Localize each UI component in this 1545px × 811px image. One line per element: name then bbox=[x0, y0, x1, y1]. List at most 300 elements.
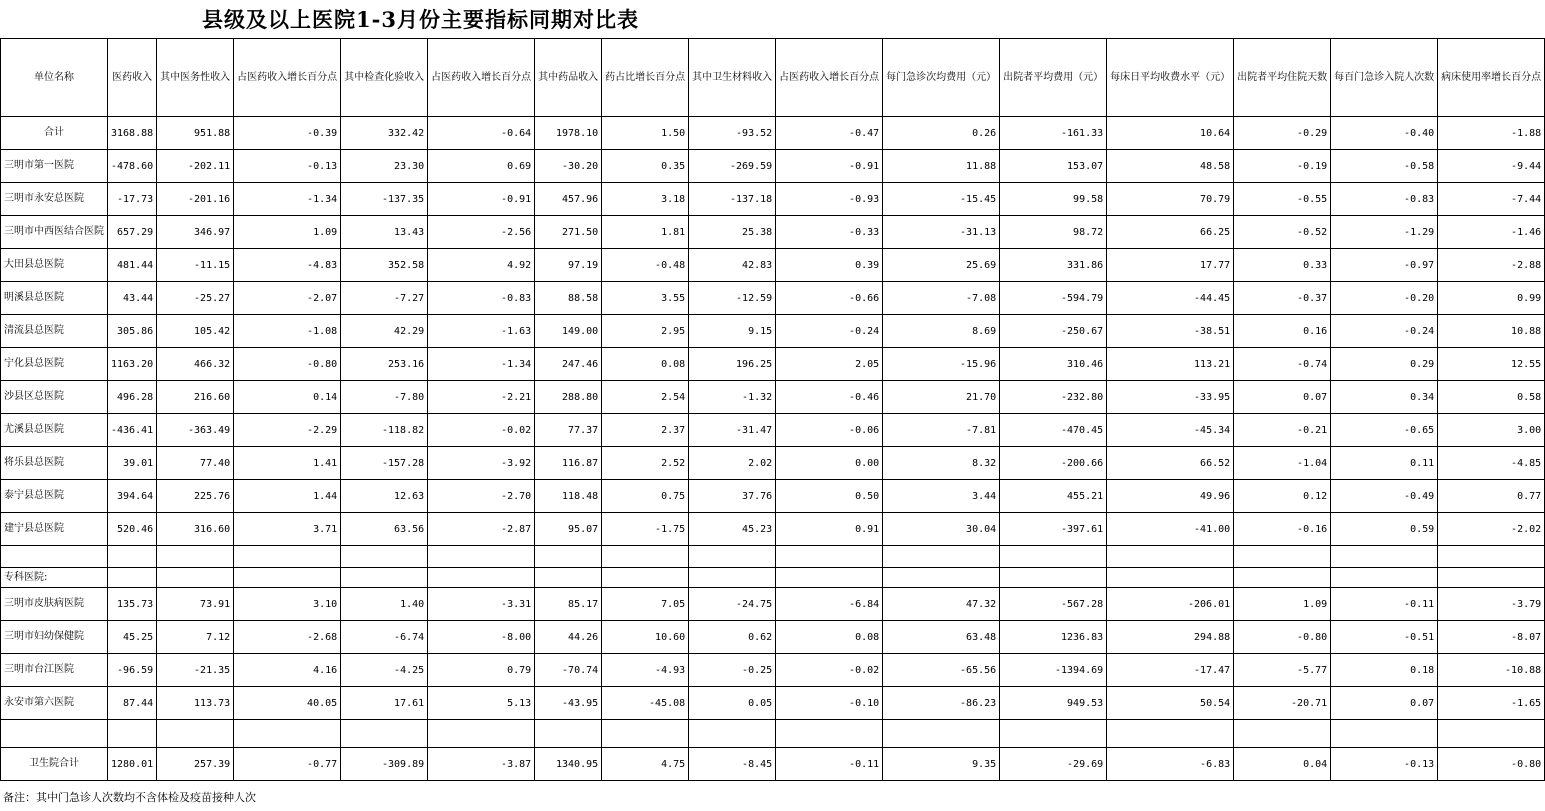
unit-name-cell: 明溪县总医院 bbox=[1, 282, 108, 315]
table-row bbox=[1, 588, 1545, 621]
table-row bbox=[1, 282, 1545, 315]
value-cell: 0.39 bbox=[776, 249, 883, 282]
value-cell: 25.69 bbox=[883, 249, 1000, 282]
unit-name-cell: 合计 bbox=[1, 117, 108, 150]
value-cell: -0.02 bbox=[428, 414, 535, 447]
value-cell: -0.51 bbox=[1331, 621, 1438, 654]
value-cell: 12.63 bbox=[341, 480, 428, 513]
value-cell: -1.63 bbox=[428, 315, 535, 348]
value-cell: -17.47 bbox=[1107, 654, 1234, 687]
table-row bbox=[1, 414, 1545, 447]
value-cell: -3.87 bbox=[428, 748, 535, 781]
value-cell: 0.05 bbox=[689, 687, 776, 720]
table-row bbox=[1, 513, 1545, 546]
value-cell: -41.00 bbox=[1107, 513, 1234, 546]
value-cell: -397.61 bbox=[1000, 513, 1107, 546]
table-row bbox=[1, 447, 1545, 480]
value-cell: -2.88 bbox=[1438, 249, 1545, 282]
value-cell: -1.88 bbox=[1438, 117, 1545, 150]
value-cell: 50.54 bbox=[1107, 687, 1234, 720]
value-cell: 73.91 bbox=[157, 588, 234, 621]
value-cell: 253.16 bbox=[341, 348, 428, 381]
empty-cell bbox=[341, 720, 428, 748]
value-cell: 0.07 bbox=[1331, 687, 1438, 720]
value-cell: -0.80 bbox=[1438, 748, 1545, 781]
value-cell: 149.00 bbox=[535, 315, 602, 348]
value-cell: -15.96 bbox=[883, 348, 1000, 381]
value-cell: 352.58 bbox=[341, 249, 428, 282]
value-cell: 63.56 bbox=[341, 513, 428, 546]
empty-cell bbox=[535, 568, 602, 588]
value-cell: 43.44 bbox=[108, 282, 157, 315]
value-cell: 25.38 bbox=[689, 216, 776, 249]
value-cell: -2.87 bbox=[428, 513, 535, 546]
value-cell: 1.81 bbox=[602, 216, 689, 249]
value-cell: 271.50 bbox=[535, 216, 602, 249]
section-label: 专科医院: bbox=[1, 568, 108, 588]
value-cell: 0.75 bbox=[602, 480, 689, 513]
value-cell: 0.79 bbox=[428, 654, 535, 687]
unit-name-cell: 宁化县总医院 bbox=[1, 348, 108, 381]
value-cell: -137.18 bbox=[689, 183, 776, 216]
value-cell: -0.48 bbox=[602, 249, 689, 282]
value-cell: -4.25 bbox=[341, 654, 428, 687]
value-cell: -96.59 bbox=[108, 654, 157, 687]
value-cell: -0.49 bbox=[1331, 480, 1438, 513]
value-cell: 42.29 bbox=[341, 315, 428, 348]
value-cell: 0.69 bbox=[428, 150, 535, 183]
table-row bbox=[1, 249, 1545, 282]
empty-cell bbox=[108, 568, 157, 588]
empty-cell bbox=[157, 568, 234, 588]
empty-cell bbox=[1331, 568, 1438, 588]
empty-cell bbox=[1107, 720, 1234, 748]
empty-cell bbox=[1, 546, 108, 568]
value-cell: 1163.20 bbox=[108, 348, 157, 381]
value-cell: 10.64 bbox=[1107, 117, 1234, 150]
value-cell: 1.09 bbox=[234, 216, 341, 249]
value-cell: 4.75 bbox=[602, 748, 689, 781]
empty-cell bbox=[689, 568, 776, 588]
value-cell: -6.83 bbox=[1107, 748, 1234, 781]
value-cell: 0.58 bbox=[1438, 381, 1545, 414]
value-cell: -0.13 bbox=[234, 150, 341, 183]
column-header: 占医药收入增长百分点 bbox=[428, 39, 535, 117]
column-header: 其中检查化验收入 bbox=[341, 39, 428, 117]
value-cell: -45.08 bbox=[602, 687, 689, 720]
unit-name-cell: 三明市皮肤病医院 bbox=[1, 588, 108, 621]
value-cell: 3.18 bbox=[602, 183, 689, 216]
value-cell: -43.95 bbox=[535, 687, 602, 720]
value-cell: 105.42 bbox=[157, 315, 234, 348]
value-cell: 8.69 bbox=[883, 315, 1000, 348]
value-cell: 2.52 bbox=[602, 447, 689, 480]
column-header: 出院者平均费用（元） bbox=[1000, 39, 1107, 117]
value-cell: -0.74 bbox=[1234, 348, 1331, 381]
value-cell: -7.44 bbox=[1438, 183, 1545, 216]
value-cell: 2.02 bbox=[689, 447, 776, 480]
empty-cell bbox=[1000, 720, 1107, 748]
value-cell: 0.77 bbox=[1438, 480, 1545, 513]
value-cell: 1.09 bbox=[1234, 588, 1331, 621]
value-cell: -33.95 bbox=[1107, 381, 1234, 414]
value-cell: -1.29 bbox=[1331, 216, 1438, 249]
empty-cell bbox=[535, 546, 602, 568]
value-cell: -93.52 bbox=[689, 117, 776, 150]
unit-name-cell: 建宁县总医院 bbox=[1, 513, 108, 546]
value-cell: 37.76 bbox=[689, 480, 776, 513]
value-cell: -8.45 bbox=[689, 748, 776, 781]
value-cell: -0.65 bbox=[1331, 414, 1438, 447]
column-header: 医药收入 bbox=[108, 39, 157, 117]
value-cell: 1280.01 bbox=[108, 748, 157, 781]
value-cell: -567.28 bbox=[1000, 588, 1107, 621]
value-cell: -0.21 bbox=[1234, 414, 1331, 447]
value-cell: -2.07 bbox=[234, 282, 341, 315]
value-cell: -202.11 bbox=[157, 150, 234, 183]
value-cell: 77.40 bbox=[157, 447, 234, 480]
column-header: 每百门急诊入院人次数 bbox=[1331, 39, 1438, 117]
value-cell: 0.62 bbox=[689, 621, 776, 654]
value-cell: 0.59 bbox=[1331, 513, 1438, 546]
value-cell: 1.41 bbox=[234, 447, 341, 480]
empty-cell bbox=[776, 720, 883, 748]
value-cell: -137.35 bbox=[341, 183, 428, 216]
value-cell: -0.46 bbox=[776, 381, 883, 414]
value-cell: 47.32 bbox=[883, 588, 1000, 621]
value-cell: 9.35 bbox=[883, 748, 1000, 781]
value-cell: -118.82 bbox=[341, 414, 428, 447]
unit-name-cell: 尤溪县总医院 bbox=[1, 414, 108, 447]
value-cell: 9.15 bbox=[689, 315, 776, 348]
value-cell: 0.26 bbox=[883, 117, 1000, 150]
value-cell: -0.83 bbox=[428, 282, 535, 315]
value-cell: 135.73 bbox=[108, 588, 157, 621]
value-cell: 4.16 bbox=[234, 654, 341, 687]
value-cell: 466.32 bbox=[157, 348, 234, 381]
value-cell: -24.75 bbox=[689, 588, 776, 621]
value-cell: 0.99 bbox=[1438, 282, 1545, 315]
empty-cell bbox=[883, 546, 1000, 568]
table-row bbox=[1, 381, 1545, 414]
empty-cell bbox=[883, 568, 1000, 588]
value-cell: -6.74 bbox=[341, 621, 428, 654]
value-cell: -15.45 bbox=[883, 183, 1000, 216]
value-cell: -0.47 bbox=[776, 117, 883, 150]
value-cell: -250.67 bbox=[1000, 315, 1107, 348]
value-cell: 0.29 bbox=[1331, 348, 1438, 381]
value-cell: 70.79 bbox=[1107, 183, 1234, 216]
value-cell: 481.44 bbox=[108, 249, 157, 282]
table-body bbox=[1, 117, 1545, 781]
empty-cell bbox=[234, 568, 341, 588]
value-cell: 66.52 bbox=[1107, 447, 1234, 480]
value-cell: -0.80 bbox=[1234, 621, 1331, 654]
empty-cell bbox=[1234, 720, 1331, 748]
value-cell: -594.79 bbox=[1000, 282, 1107, 315]
value-cell: -3.31 bbox=[428, 588, 535, 621]
table-row bbox=[1, 654, 1545, 687]
value-cell: 17.77 bbox=[1107, 249, 1234, 282]
value-cell: 332.42 bbox=[341, 117, 428, 150]
empty-cell bbox=[428, 720, 535, 748]
value-cell: -38.51 bbox=[1107, 315, 1234, 348]
table-row bbox=[1, 687, 1545, 720]
value-cell: 0.11 bbox=[1331, 447, 1438, 480]
value-cell: 657.29 bbox=[108, 216, 157, 249]
empty-cell bbox=[1234, 546, 1331, 568]
value-cell: 11.88 bbox=[883, 150, 1000, 183]
value-cell: -0.11 bbox=[1331, 588, 1438, 621]
empty-cell bbox=[1107, 546, 1234, 568]
value-cell: 97.19 bbox=[535, 249, 602, 282]
value-cell: 496.28 bbox=[108, 381, 157, 414]
value-cell: 88.58 bbox=[535, 282, 602, 315]
value-cell: 951.88 bbox=[157, 117, 234, 150]
value-cell: 3.00 bbox=[1438, 414, 1545, 447]
value-cell: 5.13 bbox=[428, 687, 535, 720]
value-cell: -0.19 bbox=[1234, 150, 1331, 183]
value-cell: 77.37 bbox=[535, 414, 602, 447]
empty-cell bbox=[157, 546, 234, 568]
indicator-table bbox=[0, 38, 1545, 781]
value-cell: -7.80 bbox=[341, 381, 428, 414]
value-cell: 45.23 bbox=[689, 513, 776, 546]
column-header: 其中医务性收入 bbox=[157, 39, 234, 117]
value-cell: 316.60 bbox=[157, 513, 234, 546]
value-cell: 3.55 bbox=[602, 282, 689, 315]
value-cell: 1.50 bbox=[602, 117, 689, 150]
value-cell: -0.37 bbox=[1234, 282, 1331, 315]
spacer-row bbox=[1, 546, 1545, 568]
value-cell: 0.18 bbox=[1331, 654, 1438, 687]
value-cell: -2.56 bbox=[428, 216, 535, 249]
value-cell: 3.44 bbox=[883, 480, 1000, 513]
value-cell: 0.14 bbox=[234, 381, 341, 414]
value-cell: -8.07 bbox=[1438, 621, 1545, 654]
value-cell: 49.96 bbox=[1107, 480, 1234, 513]
value-cell: -1.34 bbox=[234, 183, 341, 216]
value-cell: 3.71 bbox=[234, 513, 341, 546]
value-cell: 0.35 bbox=[602, 150, 689, 183]
empty-cell bbox=[776, 546, 883, 568]
value-cell: -7.81 bbox=[883, 414, 1000, 447]
value-cell: -1.04 bbox=[1234, 447, 1331, 480]
unit-name-cell: 永安市第六医院 bbox=[1, 687, 108, 720]
value-cell: -2.02 bbox=[1438, 513, 1545, 546]
value-cell: -9.44 bbox=[1438, 150, 1545, 183]
value-cell: 7.05 bbox=[602, 588, 689, 621]
value-cell: -1.65 bbox=[1438, 687, 1545, 720]
spacer-row bbox=[1, 720, 1545, 748]
empty-cell bbox=[1, 720, 108, 748]
value-cell: -86.23 bbox=[883, 687, 1000, 720]
value-cell: 0.16 bbox=[1234, 315, 1331, 348]
value-cell: 153.07 bbox=[1000, 150, 1107, 183]
value-cell: -0.77 bbox=[234, 748, 341, 781]
empty-cell bbox=[1000, 546, 1107, 568]
value-cell: 455.21 bbox=[1000, 480, 1107, 513]
unit-name-cell: 清流县总医院 bbox=[1, 315, 108, 348]
empty-cell bbox=[108, 720, 157, 748]
value-cell: 44.26 bbox=[535, 621, 602, 654]
unit-name-cell: 三明市第一医院 bbox=[1, 150, 108, 183]
value-cell: -157.28 bbox=[341, 447, 428, 480]
value-cell: -65.56 bbox=[883, 654, 1000, 687]
empty-cell bbox=[234, 546, 341, 568]
empty-cell bbox=[1331, 720, 1438, 748]
value-cell: 39.01 bbox=[108, 447, 157, 480]
value-cell: 98.72 bbox=[1000, 216, 1107, 249]
value-cell: 95.07 bbox=[535, 513, 602, 546]
value-cell: -2.70 bbox=[428, 480, 535, 513]
column-header: 病床使用率增长百分点 bbox=[1438, 39, 1545, 117]
value-cell: -0.58 bbox=[1331, 150, 1438, 183]
unit-name-cell: 卫生院合计 bbox=[1, 748, 108, 781]
table-row bbox=[1, 480, 1545, 513]
total-row bbox=[1, 117, 1545, 150]
value-cell: -0.55 bbox=[1234, 183, 1331, 216]
value-cell: 2.54 bbox=[602, 381, 689, 414]
value-cell: -3.92 bbox=[428, 447, 535, 480]
table-row bbox=[1, 348, 1545, 381]
value-cell: -1.34 bbox=[428, 348, 535, 381]
value-cell: -0.66 bbox=[776, 282, 883, 315]
value-cell: -6.84 bbox=[776, 588, 883, 621]
column-header: 药占比增长百分点 bbox=[602, 39, 689, 117]
page-title: 县级及以上医院1-3月份主要指标同期对比表 bbox=[202, 7, 639, 32]
value-cell: -0.29 bbox=[1234, 117, 1331, 150]
value-cell: 17.61 bbox=[341, 687, 428, 720]
value-cell: 45.25 bbox=[108, 621, 157, 654]
value-cell: 0.08 bbox=[602, 348, 689, 381]
value-cell: 40.05 bbox=[234, 687, 341, 720]
value-cell: 23.30 bbox=[341, 150, 428, 183]
unit-name-cell: 将乐县总医院 bbox=[1, 447, 108, 480]
value-cell: 310.46 bbox=[1000, 348, 1107, 381]
value-cell: 3168.88 bbox=[108, 117, 157, 150]
value-cell: 99.58 bbox=[1000, 183, 1107, 216]
value-cell: -12.59 bbox=[689, 282, 776, 315]
unit-name-cell: 大田县总医院 bbox=[1, 249, 108, 282]
empty-cell bbox=[535, 720, 602, 748]
column-header: 其中药品收入 bbox=[535, 39, 602, 117]
value-cell: -5.77 bbox=[1234, 654, 1331, 687]
value-cell: 2.05 bbox=[776, 348, 883, 381]
value-cell: -70.74 bbox=[535, 654, 602, 687]
value-cell: 48.58 bbox=[1107, 150, 1234, 183]
column-header: 每门急诊次均费用（元） bbox=[883, 39, 1000, 117]
value-cell: -0.64 bbox=[428, 117, 535, 150]
header-unit-name: 单位名称 bbox=[1, 39, 108, 117]
value-cell: -0.97 bbox=[1331, 249, 1438, 282]
value-cell: 346.97 bbox=[157, 216, 234, 249]
empty-cell bbox=[341, 568, 428, 588]
value-cell: 0.91 bbox=[776, 513, 883, 546]
value-cell: -2.29 bbox=[234, 414, 341, 447]
value-cell: -0.24 bbox=[776, 315, 883, 348]
value-cell: -1.08 bbox=[234, 315, 341, 348]
value-cell: 305.86 bbox=[108, 315, 157, 348]
value-cell: 30.04 bbox=[883, 513, 1000, 546]
value-cell: 2.37 bbox=[602, 414, 689, 447]
value-cell: 257.39 bbox=[157, 748, 234, 781]
value-cell: 21.70 bbox=[883, 381, 1000, 414]
value-cell: -0.52 bbox=[1234, 216, 1331, 249]
value-cell: -0.40 bbox=[1331, 117, 1438, 150]
column-header: 占医药收入增长百分点 bbox=[234, 39, 341, 117]
unit-name-cell: 沙县区总医院 bbox=[1, 381, 108, 414]
value-cell: -44.45 bbox=[1107, 282, 1234, 315]
value-cell: 1340.95 bbox=[535, 748, 602, 781]
empty-cell bbox=[428, 568, 535, 588]
value-cell: -30.20 bbox=[535, 150, 602, 183]
value-cell: 113.21 bbox=[1107, 348, 1234, 381]
value-cell: 0.07 bbox=[1234, 381, 1331, 414]
value-cell: 1236.83 bbox=[1000, 621, 1107, 654]
value-cell: -11.15 bbox=[157, 249, 234, 282]
value-cell: 13.43 bbox=[341, 216, 428, 249]
unit-name-cell: 三明市永安总医院 bbox=[1, 183, 108, 216]
unit-name-cell: 三明市中西医结合医院 bbox=[1, 216, 108, 249]
empty-cell bbox=[1438, 720, 1545, 748]
column-header: 每床日平均收费水平（元） bbox=[1107, 39, 1234, 117]
empty-cell bbox=[689, 546, 776, 568]
value-cell: 118.48 bbox=[535, 480, 602, 513]
value-cell: 85.17 bbox=[535, 588, 602, 621]
unit-name-cell: 三明市妇幼保健院 bbox=[1, 621, 108, 654]
empty-cell bbox=[1438, 546, 1545, 568]
value-cell: -201.16 bbox=[157, 183, 234, 216]
table-row bbox=[1, 150, 1545, 183]
value-cell: -0.25 bbox=[689, 654, 776, 687]
value-cell: 63.48 bbox=[883, 621, 1000, 654]
value-cell: 457.96 bbox=[535, 183, 602, 216]
empty-cell bbox=[428, 546, 535, 568]
value-cell: -1394.69 bbox=[1000, 654, 1107, 687]
value-cell: -45.34 bbox=[1107, 414, 1234, 447]
value-cell: 66.25 bbox=[1107, 216, 1234, 249]
value-cell: -17.73 bbox=[108, 183, 157, 216]
empty-cell bbox=[883, 720, 1000, 748]
value-cell: 0.34 bbox=[1331, 381, 1438, 414]
value-cell: -269.59 bbox=[689, 150, 776, 183]
value-cell: -4.83 bbox=[234, 249, 341, 282]
table-row bbox=[1, 183, 1545, 216]
value-cell: -0.24 bbox=[1331, 315, 1438, 348]
value-cell: -21.35 bbox=[157, 654, 234, 687]
column-header: 出院者平均住院天数 bbox=[1234, 39, 1331, 117]
value-cell: -20.71 bbox=[1234, 687, 1331, 720]
value-cell: 520.46 bbox=[108, 513, 157, 546]
value-cell: -1.32 bbox=[689, 381, 776, 414]
value-cell: -0.02 bbox=[776, 654, 883, 687]
value-cell: -232.80 bbox=[1000, 381, 1107, 414]
empty-cell bbox=[689, 720, 776, 748]
value-cell: 1.40 bbox=[341, 588, 428, 621]
value-cell: 0.08 bbox=[776, 621, 883, 654]
value-cell: -31.47 bbox=[689, 414, 776, 447]
value-cell: -0.83 bbox=[1331, 183, 1438, 216]
value-cell: 394.64 bbox=[108, 480, 157, 513]
value-cell: -478.60 bbox=[108, 150, 157, 183]
value-cell: -7.08 bbox=[883, 282, 1000, 315]
value-cell: 87.44 bbox=[108, 687, 157, 720]
value-cell: 0.50 bbox=[776, 480, 883, 513]
value-cell: -0.39 bbox=[234, 117, 341, 150]
empty-cell bbox=[341, 546, 428, 568]
value-cell: 42.83 bbox=[689, 249, 776, 282]
